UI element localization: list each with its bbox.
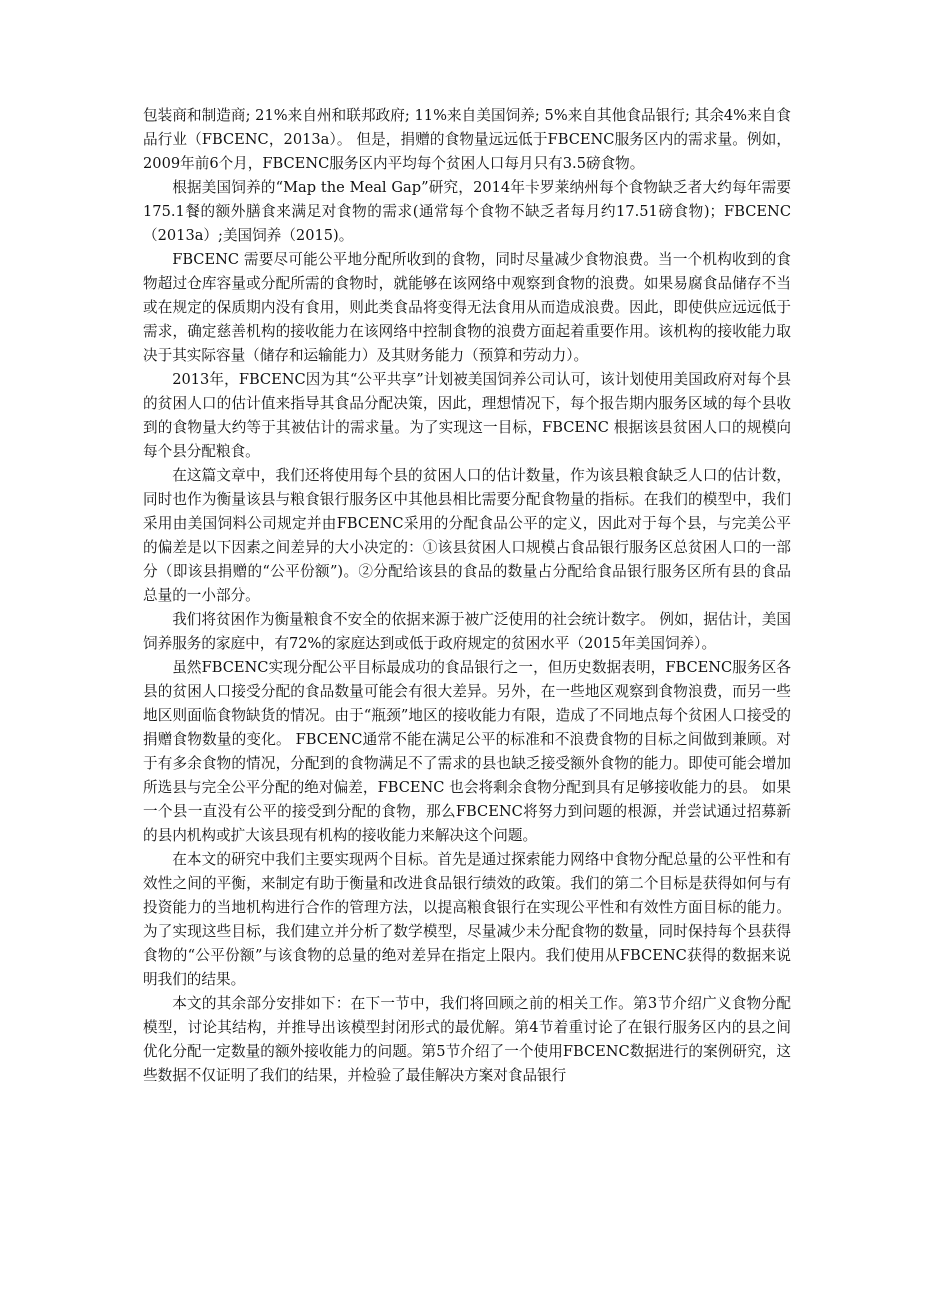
paragraph-poverty-measure: 我们将贫困作为衡量粮食不安全的依据来源于被广泛使用的社会统计数字。 例如，据估计，美国饲养服务的家庭中，有72%的家庭达到或低于政府规定的贫困水平（2015年美国饲养）。 bbox=[143, 611, 791, 652]
paragraph-research-goals: 在本文的研究中我们主要实现两个目标。首先是通过探索能力网络中食物分配总量的公平性和有效性之间的平衡，来制定有助于衡量和改进食品银行绩效的政策。我们的第二个目标是获得如何与有投资能力的当地机构进行合作的管理方法，以提高粮食银行在实现公平性和有效性方面目标的能力。为了实现这些目标，我们建立并分析了数学模型，尽量减少未分配食物的数量，同时保持每个县获得食物的“公平份额”与该食物的总量的绝对差异在指定上限内。我们使用从FBCENC获得的数据来说明我们的结果。 bbox=[143, 851, 791, 988]
paragraph-model-definition: 在这篇文章中，我们还将使用每个县的贫困人口的估计数量，作为该县粮食缺乏人口的估计数，同时也作为衡量该县与粮食银行服务区中其他县相比需要分配食物量的指标。在我们的模型中，我们采用由美国饲料公司规定并由FBCENC采用的分配食品公平的定义，因此对于每个县，与完美公平的偏差是以下因素之间差异的大小决定的：①该县贫困人口规模占食品银行服务区总贫困人口的一部分（即该县捐赠的“公平份额”)。②分配给该县的食品的数量占分配给食品银行服务区所有县的食品总量的一小部分。 bbox=[143, 467, 791, 604]
paragraph-continuation: 包装商和制造商; 21%来自州和联邦政府; 11%来自美国饲养; 5%来自其他食品银行; 其余4%来自食品行业（FBCENC，2013a）。 但是，捐赠的食物量远远低于FBCENC服务区内的需求量。例如，2009年前6个月，FBCENC服务区内平均每个贫困人口每月只有3.5磅食物。 bbox=[143, 107, 791, 172]
body-text bbox=[143, 104, 791, 1088]
paragraph-fair-share: 2013年，FBCENC因为其“公平共享”计划被美国饲养公司认可，该计划使用美国政府对每个县的贫困人口的估计值来指导其食品分配决策，因此，理想情况下，每个报告期内服务区域的每个县收到的食物量大约等于其被估计的需求量。为了实现这一目标，FBCENC 根据该县贫困人口的规模向每个县分配粮食。 bbox=[143, 371, 791, 460]
paragraph-outline: 本文的其余部分安排如下：在下一节中，我们将回顾之前的相关工作。第3节介绍广义食物分配模型，讨论其结构，并推导出该模型封闭形式的最优解。第4节着重讨论了在银行服务区内的县之间优化分配一定数量的额外接收能力的问题。第5节介绍了一个使用FBCENC数据进行的案例研究，这些数据不仅证明了我们的结果，并检验了最佳解决方案对食品银行 bbox=[143, 995, 791, 1084]
paragraph-historical-data: 虽然FBCENC实现分配公平目标最成功的食品银行之一，但历史数据表明，FBCENC服务区各县的贫困人口接受分配的食品数量可能会有很大差异。另外，在一些地区观察到食物浪费，而另一些地区则面临食物缺货的情况。由于“瓶颈”地区的接收能力有限，造成了不同地点每个贫困人口接受的捐赠食物数量的变化。 FBCENC通常不能在满足公平的标准和不浪费食物的目标之间做到兼顾。对于有多余食物的情况，分配到的食物满足不了需求的县也缺乏接受额外食物的能力。即使可能会增加所选县与完全公平分配的绝对偏差，FBCENC 也会将剩余食物分配到具有足够接收能力的县。 如果一个县一直没有公平的接受到分配的食物，那么FBCENC将努力到问题的根源，并尝试通过招募新的县内机构或扩大该县现有机构的接收能力来解决这个问题。 bbox=[143, 659, 791, 844]
paragraph-map-the-meal-gap: 根据美国饲养的“Map the Meal Gap”研究，2014年卡罗莱纳州每个食物缺乏者大约每年需要175.1餐的额外膳食来满足对食物的需求(通常每个食物不缺乏者每月约17.51磅食物)；FBCENC（2013a）;美国饲养（2015)。 bbox=[143, 179, 791, 244]
paragraph-food-waste: FBCENC 需要尽可能公平地分配所收到的食物，同时尽量减少食物浪费。当一个机构收到的食物超过仓库容量或分配所需的食物时，就能够在该网络中观察到食物的浪费。如果易腐食品储存不当或在规定的保质期内没有食用，则此类食品将变得无法食用从而造成浪费。因此，即使供应远远低于需求，确定慈善机构的接收能力在该网络中控制食物的浪费方面起着重要作用。该机构的接收能力取决于其实际容量（储存和运输能力）及其财务能力（预算和劳动力）。 bbox=[143, 251, 791, 364]
